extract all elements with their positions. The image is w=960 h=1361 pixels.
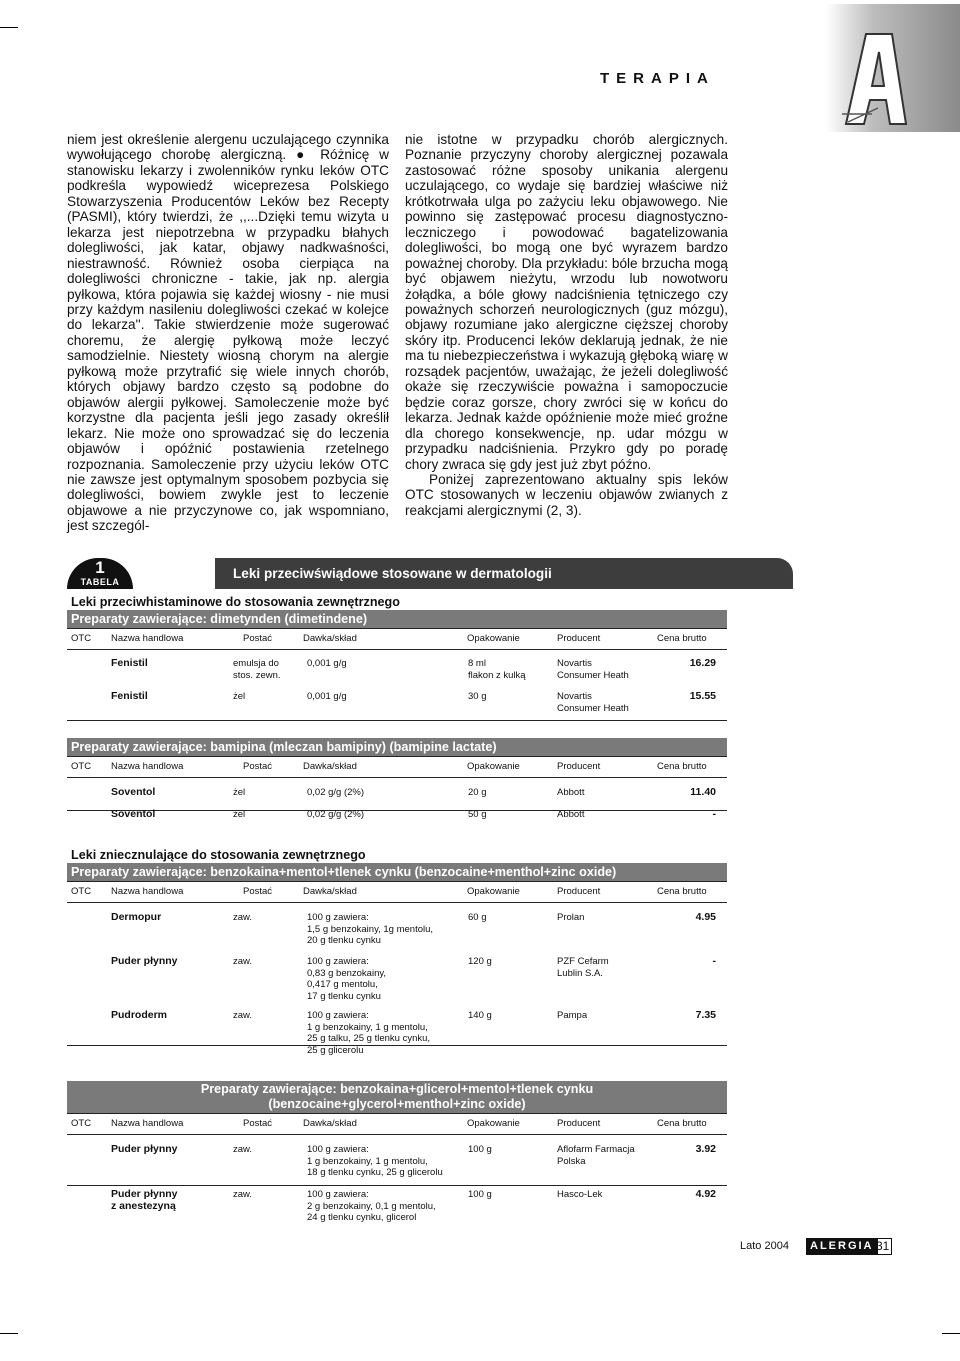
cell-dose: 100 g zawiera: 1 g benzokainy, 1 g mentolu, 25 g talku, 25 g tlenku cynku, 25 g glicerolu (307, 1010, 431, 1056)
table-rows (67, 778, 727, 820)
table-section (67, 594, 727, 721)
crop-mark (0, 1333, 18, 1334)
cell-price: - (712, 955, 716, 967)
table-title: Leki przeciwświądowe stosowane w dermatologii (215, 558, 793, 589)
table-rows (67, 1135, 727, 1223)
cell-dose: 0,001 g/g (307, 658, 347, 669)
cell-dose: 100 g zawiera: 2 g benzokainy, 0,1 g mentolu, 24 g tlenku cynku, glicerol (307, 1189, 436, 1223)
cell-dose: 0,02 g/g (2%) (307, 809, 365, 820)
cell-form: emulsja do stos. zewn. (233, 658, 281, 681)
cell-price: 4.92 (695, 1188, 716, 1200)
column-header-otc: OTC (71, 633, 92, 644)
column-header-price: Cena brutto (657, 761, 707, 772)
cell-producer: Prolan (557, 912, 585, 923)
column-header-dose: Dawka/skład (303, 886, 357, 897)
cell-name: Fenistil (111, 657, 148, 669)
cell-producer: Novartis Consumer Heath (557, 658, 629, 681)
column-header-form: Postać (243, 1118, 273, 1129)
table-section (67, 847, 727, 1056)
column-headers (67, 881, 727, 903)
cell-producer: Aflofarm Farmacja Polska (557, 1144, 635, 1167)
drug-category: Leki przeciwhistaminowe do stosowania zewnętrznego (71, 595, 400, 609)
cell-producer: Hasco-Lek (557, 1189, 603, 1200)
column-header-producer: Producent (557, 886, 601, 897)
cell-name: Pudroderm (111, 1009, 168, 1021)
cell-pack: 8 ml flakon z kulką (468, 658, 526, 681)
cell-form: żel (233, 809, 246, 820)
cell-dose: 100 g zawiera: 1 g benzokainy, 1 g mentolu, 18 g tlenku cynku, 25 g glicerolu (307, 1144, 443, 1178)
cell-producer: Abbott (557, 809, 585, 820)
column-header-dose: Dawka/skład (303, 1118, 357, 1129)
cell-pack: 100 g (468, 1144, 492, 1155)
column-header-pack: Opakowanie (467, 761, 520, 772)
cell-name: Soventol (111, 808, 156, 820)
cell-price: 3.92 (695, 1143, 716, 1155)
column-header-name: Nazwa handlowa (111, 761, 184, 772)
cell-pack: 140 g (468, 1010, 492, 1021)
section-letter-icon (826, 4, 960, 132)
cell-price: 7.35 (695, 1009, 716, 1021)
preparation-heading: Preparaty zawierające: dimetynden (dimetindene) (67, 610, 727, 628)
table-badge (67, 558, 133, 589)
cell-producer: Abbott (557, 787, 585, 798)
cell-name: Puder płynny (111, 1143, 178, 1155)
cell-name: Puder płynny z anestezyną (111, 1188, 178, 1212)
article-text: nie istotne w przypadku chorób alergicznych. Poznanie przyczyny choroby alergicznej pozawala zastosować różne sposoby unikania alergenu uczulającego, co wydaje się bardziej właściwe niż krótkotrwała ulga po zażyciu leku objawowego. Nie powinno się zastępować procesu diagnostyczno-leczniczego i powodować bagatelizowania dolegliwości, bo mogą one być wyrazem bardzo poważnej choroby. Dla przykładu: bóle brzucha mogą być objawem nieżytu, wrzodu lub nowotworu żołądka, a bóle głowy nadciśnienia tętniczego czy poważnych schorzeń neurologicznych (guz mózgu), objawy rozumiane jako alergiczne cięższej choroby skóry itp. Producenci leków deklarują jednak, że nie ma tu niebezpieczeństwa i wykazują głęboką wiarę w rozsądek pacjentów, uważając, że jeżeli dolegliwość okaże się rzeczywiście poważna i samopoczucie będzie coraz gorsze, chory zwróci się w końcu do lekarza. Jednak każde opóźnienie może mieć groźne dla chorego konsekwencje, np. udar mózgu w przypadku nadciśnienia. Przykro gdy po poradę chory zwraca się gdy jest już zbyt późno. (405, 132, 728, 472)
column-header-pack: Opakowanie (467, 886, 520, 897)
cell-dose: 0,001 g/g (307, 691, 347, 702)
cell-price: 15.55 (689, 690, 716, 702)
column-header-price: Cena brutto (657, 1118, 707, 1129)
cell-pack: 60 g (468, 912, 487, 923)
table-number: 1 (95, 558, 105, 577)
cell-form: zaw. (233, 956, 253, 967)
cell-name: Puder płynny (111, 955, 178, 967)
cell-price: 11.40 (690, 786, 716, 798)
cell-dose: 0,02 g/g (2%) (307, 787, 365, 798)
cell-name: Fenistil (111, 690, 148, 702)
column-header-dose: Dawka/skład (303, 761, 357, 772)
table-header (67, 558, 727, 589)
column-header-form: Postać (243, 886, 273, 897)
crop-mark (942, 1333, 960, 1334)
table-section (67, 1081, 727, 1223)
cell-producer: Novartis Consumer Heath (557, 691, 629, 714)
cell-pack: 30 g (468, 691, 487, 702)
preparation-heading: Preparaty zawierające: bamipina (mleczan bamipiny) (bamipine lactate) (67, 738, 727, 756)
column-header-name: Nazwa handlowa (111, 633, 184, 644)
column-header-producer: Producent (557, 761, 601, 772)
article-text: Poniżej zaprezentowano aktualny spis leków OTC stosowanych w leczeniu objawów zwianych z reakcjami alergicznymi (2, 3). (405, 471, 728, 518)
page-number: 31 (873, 1238, 892, 1255)
cell-form: żel (233, 787, 246, 798)
column-header-name: Nazwa handlowa (111, 1118, 184, 1129)
drug-category: Leki zniecznulające do stosowania zewnętrznego (71, 848, 366, 862)
table-rows (67, 650, 727, 721)
cell-price: 16.29 (689, 657, 716, 669)
cell-form: zaw. (233, 1189, 253, 1200)
column-headers (67, 628, 727, 650)
cell-form: zaw. (233, 912, 253, 923)
cell-pack: 50 g (468, 809, 487, 820)
issue-label: Lato 2004 (740, 1240, 789, 1252)
cell-form: zaw. (233, 1144, 253, 1155)
cell-price: 4.95 (695, 911, 716, 923)
cell-producer: Pampa (557, 1010, 588, 1021)
column-header-producer: Producent (557, 633, 601, 644)
table-label: TABELA (80, 577, 120, 587)
article-column-1 (67, 132, 389, 534)
section-label: TERAPIA (600, 70, 715, 87)
column-headers (67, 756, 727, 778)
article-column-2 (405, 132, 728, 518)
cell-dose: 100 g zawiera: 1,5 g benzokainy, 1g mentolu, 20 g tlenku cynku (307, 912, 434, 946)
column-header-otc: OTC (71, 1118, 92, 1129)
column-header-otc: OTC (71, 761, 92, 772)
column-headers (67, 1113, 727, 1135)
column-header-otc: OTC (71, 886, 92, 897)
preparation-heading: Preparaty zawierające: benzokaina+glicerol+mentol+tlenek cynku (benzocaine+glycerol+menthol+zinc oxide) (67, 1081, 727, 1113)
cell-pack: 20 g (468, 787, 487, 798)
column-header-price: Cena brutto (657, 886, 707, 897)
preparation-heading: Preparaty zawierające: benzokaina+mentol+tlenek cynku (benzocaine+menthol+zinc oxide) (67, 863, 727, 881)
crop-mark (0, 27, 18, 28)
column-header-name: Nazwa handlowa (111, 886, 184, 897)
cell-pack: 120 g (468, 956, 492, 967)
cell-dose: 100 g zawiera: 0,83 g benzokainy, 0,417 g mentolu, 17 g tlenku cynku (307, 956, 387, 1002)
column-header-producer: Producent (557, 1118, 601, 1129)
column-header-price: Cena brutto (657, 633, 707, 644)
column-header-form: Postać (243, 633, 273, 644)
cell-form: zaw. (233, 1010, 253, 1021)
cell-producer: PZF Cefarm Lublin S.A. (557, 956, 609, 979)
cell-name: Dermopur (111, 911, 162, 923)
table-rows (67, 903, 727, 1056)
cell-price: - (712, 808, 716, 820)
cell-form: żel (233, 691, 246, 702)
column-header-form: Postać (243, 761, 273, 772)
article-text: niem jest określenie alergenu uczulającego czynnika wywołującego chorobę alergiczną. ● Różnicę w stanowisku lekarzy i zwolenników rynku leków OTC podkreśla wypowiedź wiceprezesa Polskiego Stowarzyszenia Producentów Leków bez Recepty (PASMI), który twierdzi, że ,,...Dzięki temu wizyta u lekarza jest niepotrzebna w przypadku błahych dolegliwości, jak katar, objawy nadkwaśności, niestrawność. Również osoba cierpiąca na dolegliwości chroniczne - takie, jak np. alergia pyłkowa, która pojawia się każdej wiosny - nie musi przy każdym nasileniu dolegliwości czekać w kolejce do lekarza''. Takie stwierdzenie może sugerować choremu, że alergię pyłkową może leczyć samodzielnie. Niestety wiosną chorym na alergie pyłkową może przytrafić się wiele innych chorób, których objawy bardzo często są podobne do objawów alergii pyłkowej. Samoleczenie może być korzystne dla pacjenta jeśli jego zasady określił lekarz. Nie może ono sprowadzać się do leczenia objawów i opóźnić postawienia rzetelnego rozpoznania. Samoleczenie przy użyciu leków OTC nie zawsze jest optymalnym sposobem pozbycia się dolegliwości, bowiem zwykle jest to leczenie objawowe a nie przyczynowe co, jak wspomniano, jest szczegól- (67, 132, 389, 534)
cell-pack: 100 g (468, 1189, 492, 1200)
cell-name: Soventol (111, 786, 156, 798)
column-header-dose: Dawka/skład (303, 633, 357, 644)
column-header-pack: Opakowanie (467, 633, 520, 644)
table-section (67, 738, 727, 820)
magazine-name: ALERGIA (806, 1238, 878, 1255)
column-header-pack: Opakowanie (467, 1118, 520, 1129)
